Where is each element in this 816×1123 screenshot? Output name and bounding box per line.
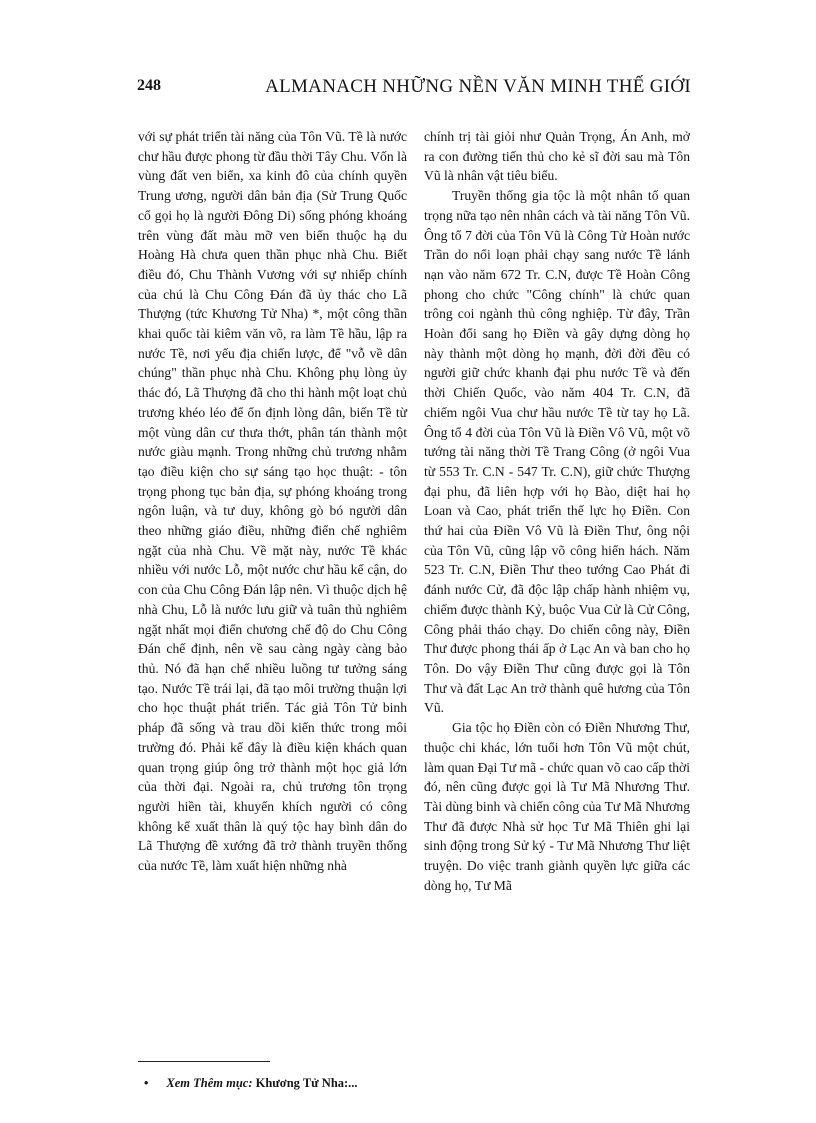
right-column xyxy=(424,127,690,895)
footnote-target: Khương Tử Nha:... xyxy=(255,1076,358,1090)
footnote-label: Xem Thêm mục: xyxy=(166,1076,253,1090)
footnote xyxy=(144,1076,358,1091)
paragraph: Truyền thống gia tộc là một nhân tố quan trọng nữa tạo nên nhân cách và tài năng Tôn Vũ. Ông tổ 7 đời của Tôn Vũ là Công Tử Hoàn nước Trần do nổi loạn phải chạy sang nước Tề lánh nạn vào năm 672 Tr. C.N, được Tề Hoàn Công phong cho chức "Công chính" là chức quan trông coi ngành thủ công nghiệp. Từ đây, Trần Hoàn đổi sang họ Điền và gây dựng dòng họ này thành một dòng họ mạnh, đời đời đều có người giữ chức khanh đại phu nước Tề và đến thời Chiến Quốc, vào năm 404 Tr. C.N, đã chiếm ngôi Vua chư hầu nước Tề từ tay họ Lã. Ông tổ 4 đời của Tôn Vũ là Điền Vô Vũ, một võ tướng tài năng thời Tề Trang Công (ở ngôi Vua từ 553 Tr. C.N - 547 Tr. C.N), giữ chức Thượng đại phu, đã liên hợp với họ Bào, diệt hai họ Loan và Cao, phát triển thế lực họ Điền. Con thứ hai của Điền Vô Vũ là Điền Thư, ông nội của Tôn Vũ, cũng lập võ công hiển hách. Năm 523 Tr. C.N, Điền Thư theo tướng Cao Phát đi đánh nước Cử, đã độc lập chấp hành nhiệm vụ, chiếm được thành Kỷ, buộc Vua Cử là Cử Công, Công phải tháo chạy. Do chiến công này, Điền Thư được phong thái ấp ở Lạc An và ban cho họ Tôn. Do vậy Điền Thư cũng được gọi là Tôn Thư và đất Lạc An trở thành quê hương của Tôn Vũ. xyxy=(424,188,690,716)
page-number: 248 xyxy=(137,77,161,94)
running-title: ALMANACH NHỮNG NỀN VĂN MINH THẾ GIỚI xyxy=(265,76,691,97)
footnote-divider xyxy=(138,1061,270,1062)
left-column xyxy=(138,127,407,876)
paragraph: với sự phát triển tài năng của Tôn Vũ. Tề là nước chư hầu được phong từ đầu thời Tây Chu. Vốn là vùng đất ven biển, xa kinh đô của chính quyền Trung ương, người dân bản địa (Sử Trung Quốc cổ gọi họ là người Đông Di) sống phóng khoáng trên vùng đất màu mỡ ven biển thuộc hạ du Hoàng Hà chưa quen thần phục nhà Chu. Biết điều đó, Chu Thành Vương với sự nhiếp chính của chú là Chu Công Đán đã ủy thác cho Lã Thượng (tức Khương Tử Nha) *, một công thần khai quốc tài kiêm văn võ, ra làm Tề hầu, lập ra nước Tề, nơi yếu địa chiến lược, để "vỗ về dân chúng" thần phục nhà Chu. Không phụ lòng ủy thác đó, Lã Thượng đã cho thi hành một loạt chủ trương khéo léo để ổn định lòng dân, biến Tề từ một vùng dân cư thưa thớt, phân tán thành một nước giàu mạnh. Trong những chủ trương nhằm tạo điều kiện cho sự sáng tạo học thuật: - tôn trọng phong tục bản địa, sự phóng khoáng trong ngôn luận, và tư duy, không gò bó người dân theo những giáo điều, những điển chế nghiêm ngặt của nhà Chu. Về mặt này, nước Tề khác nhiều với nước Lỗ, một nước chư hầu kế cận, do con của Chu Công Đán lập nên. Vì thuộc dịch hệ nhà Chu, Lỗ là nước lưu giữ và tuân thủ nghiêm ngặt nhất mọi điển chương chế độ do Chu Công Đán chế định, nên về sau càng ngày càng bảo thủ. Nó đã hạn chế nhiều luồng tư tưởng sáng tạo. Nước Tề trái lại, đã tạo môi trường thuận lợi cho học thuật phát triển. Tác giả Tôn Tử binh pháp đã sống và trau dồi kiến thức trong môi trường đó. Phải kể đây là điều kiện khách quan quan trọng giúp ông trở thành một học giả lớn của thời đại. Ngoài ra, chủ trương tôn trọng người hiền tài, khuyến khích người có công không kể xuất thân là quý tộc hay bình dân do Lã Thượng đề xướng đã trở thành truyền thống của nước Tề, làm xuất hiện những nhà xyxy=(138,129,407,874)
footnote-marker: • xyxy=(144,1076,149,1090)
paragraph: chính trị tài giỏi như Quản Trọng, Án Anh, mở ra con đường tiến thủ cho kẻ sĩ đời sau mà Tôn Vũ là nhân vật tiêu biểu. xyxy=(424,129,690,184)
paragraph: Gia tộc họ Điền còn có Điền Nhương Thư, thuộc chi khác, lớn tuổi hơn Tôn Vũ một chút, làm quan Đại Tư mã - chức quan võ cao cấp thời đó, nên cũng được gọi là Tư Mã Nhương Thư. Tài dùng binh và chiến công của Tư Mã Nhương Thư đã được Nhà sử học Tư Mã Thiên ghi lại sinh động trong Sử ký - Tư Mã Nhương Thư liệt truyện. Do việc tranh giành quyền lực giữa các dòng họ, Tư Mã xyxy=(424,720,690,893)
